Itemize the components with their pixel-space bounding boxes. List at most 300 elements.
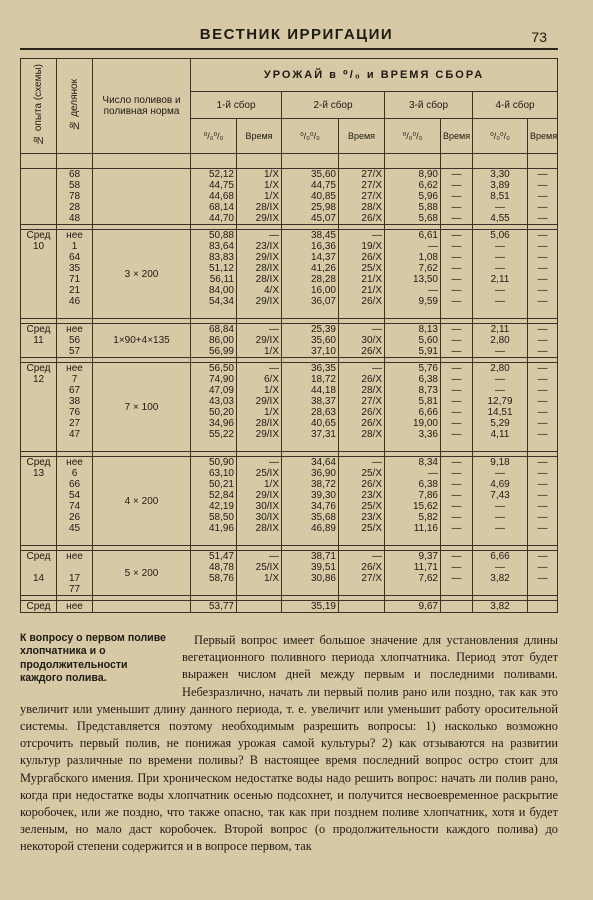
cell-value: — bbox=[372, 457, 382, 468]
harvest-3-time-cell bbox=[441, 324, 473, 358]
harvest-3-time-cell bbox=[441, 230, 473, 319]
table-row bbox=[21, 169, 558, 225]
cell-value: 28/IX bbox=[255, 523, 279, 534]
cell-value: 29/IX bbox=[255, 213, 279, 224]
cell-value bbox=[23, 512, 54, 523]
cell-value: 10 bbox=[32, 241, 45, 252]
cell-value: — bbox=[537, 407, 548, 418]
cell-value: 39,51 bbox=[310, 562, 336, 573]
cell-value bbox=[443, 584, 470, 595]
cell-value: 28/X bbox=[361, 429, 382, 440]
cell-value bbox=[284, 584, 336, 595]
cell-value bbox=[239, 584, 279, 595]
cell-value: 25/IX bbox=[255, 562, 279, 573]
cell-value: 2,11 bbox=[490, 324, 510, 335]
table-row bbox=[21, 601, 558, 613]
cell-value: 5,68 bbox=[418, 213, 438, 224]
cell-value: 21/X bbox=[361, 274, 382, 285]
yield-group-header: УРОЖАЙ в ⁰/₀ и ВРЕМЯ СБОРА bbox=[191, 59, 558, 92]
cell-value: 14,37 bbox=[310, 252, 336, 263]
harvest-3-percent-cell bbox=[385, 601, 441, 613]
cell-value: 47,09 bbox=[208, 385, 234, 396]
cell-value: — bbox=[428, 285, 438, 296]
cell-value: — bbox=[537, 374, 548, 385]
percent-header: ⁰/₀⁰/₀ bbox=[282, 119, 339, 154]
harvest-1-percent-cell bbox=[191, 551, 237, 596]
cell-value: 34,96 bbox=[208, 418, 234, 429]
cell-value: — bbox=[537, 490, 548, 501]
cell-value: 8,73 bbox=[418, 385, 438, 396]
cell-value: — bbox=[495, 241, 505, 252]
watering-cell: 3 × 200 bbox=[93, 230, 191, 319]
cell-value: 67 bbox=[68, 385, 81, 396]
cell-value: 52,84 bbox=[208, 490, 234, 501]
cell-value: 19/X bbox=[361, 241, 382, 252]
cell-value: 8,34 bbox=[418, 457, 438, 468]
cell-value bbox=[23, 307, 54, 318]
cell-value: 23/X bbox=[361, 490, 382, 501]
cell-value: — bbox=[372, 363, 382, 374]
cell-value: 26/X bbox=[361, 562, 382, 573]
cell-value: — bbox=[537, 296, 548, 307]
cell-value: — bbox=[451, 335, 462, 346]
page-number: 73 bbox=[531, 29, 547, 45]
harvest-3-time-cell bbox=[441, 169, 473, 225]
cell-value bbox=[530, 534, 555, 545]
harvest-2-header: 2-й сбор bbox=[282, 92, 385, 119]
cell-value: 68,14 bbox=[208, 202, 234, 213]
cell-value: — bbox=[495, 512, 505, 523]
cell-value: 46 bbox=[68, 296, 81, 307]
cell-value bbox=[23, 346, 54, 357]
cell-value bbox=[23, 285, 54, 296]
harvest-1-header: 1-й сбор bbox=[191, 92, 282, 119]
cell-value bbox=[387, 307, 438, 318]
cell-value: — bbox=[451, 429, 462, 440]
cell-value: — bbox=[495, 263, 505, 274]
cell-value: Сред bbox=[26, 457, 51, 468]
cell-value: нее bbox=[66, 230, 83, 241]
cell-value: нее bbox=[66, 551, 83, 562]
cell-value: — bbox=[451, 418, 462, 429]
cell-value: — bbox=[537, 562, 548, 573]
harvest-3-time-cell bbox=[441, 363, 473, 452]
cell-value bbox=[23, 584, 54, 595]
cell-value: 44,75 bbox=[310, 180, 336, 191]
header-rule bbox=[20, 48, 558, 50]
cell-value: 26/X bbox=[361, 407, 382, 418]
cell-value: 8,90 bbox=[418, 169, 438, 180]
cell-value bbox=[23, 407, 54, 418]
cell-value: 40,85 bbox=[310, 191, 336, 202]
cell-value: 30,86 bbox=[310, 573, 336, 584]
harvest-3-time-cell bbox=[441, 601, 473, 613]
cell-value: 1/X bbox=[263, 346, 279, 357]
cell-value: 26/X bbox=[361, 296, 382, 307]
watering-cell bbox=[93, 169, 191, 225]
cell-value: — bbox=[451, 285, 462, 296]
cell-value: 68,84 bbox=[208, 324, 234, 335]
cell-value: — bbox=[537, 429, 548, 440]
cell-value: — bbox=[537, 202, 548, 213]
cell-value: 77 bbox=[68, 584, 81, 595]
cell-value: 35 bbox=[68, 263, 81, 274]
cell-value: 11 bbox=[33, 335, 44, 346]
cell-value: — bbox=[428, 468, 438, 479]
cell-value: нее bbox=[66, 324, 83, 335]
cell-value: 25/X bbox=[361, 523, 382, 534]
percent-header: ⁰/₀⁰/₀ bbox=[385, 119, 441, 154]
cell-value bbox=[23, 396, 54, 407]
time-header: Время bbox=[339, 119, 385, 154]
table-row bbox=[21, 230, 558, 319]
cell-value: — bbox=[495, 252, 505, 263]
cell-value: 78 bbox=[68, 191, 81, 202]
cell-value: — bbox=[537, 241, 548, 252]
cell-value: 51,12 bbox=[208, 263, 234, 274]
experiment-header: № опыта (схемы) bbox=[21, 59, 57, 154]
cell-value: 50,20 bbox=[208, 407, 234, 418]
cell-value: — bbox=[537, 418, 548, 429]
plot-cell bbox=[57, 324, 93, 358]
cell-value: 52,12 bbox=[208, 169, 234, 180]
cell-value: 6,66 bbox=[490, 551, 510, 562]
cell-value: — bbox=[537, 468, 548, 479]
cell-value: — bbox=[451, 263, 462, 274]
cell-value: 25/X bbox=[361, 263, 382, 274]
cell-value: нее bbox=[66, 363, 83, 374]
cell-value: 27/X bbox=[361, 396, 382, 407]
cell-value bbox=[387, 440, 438, 451]
cell-value: — bbox=[537, 213, 548, 224]
harvest-2-percent-cell bbox=[282, 457, 339, 546]
cell-value: 9,37 bbox=[418, 551, 438, 562]
cell-value bbox=[23, 385, 54, 396]
cell-value: 21 bbox=[68, 285, 81, 296]
cell-value: — bbox=[451, 468, 462, 479]
cell-value bbox=[443, 307, 470, 318]
cell-value: 1/X bbox=[263, 169, 279, 180]
cell-value: 29/IX bbox=[255, 396, 279, 407]
cell-value: — bbox=[451, 523, 462, 534]
harvest-4-time-cell bbox=[528, 230, 558, 319]
journal-title: ВЕСТНИК ИРРИГАЦИИ bbox=[199, 26, 394, 43]
cell-value: 3,82 bbox=[490, 601, 510, 612]
cell-value: — bbox=[451, 396, 462, 407]
cell-value: 2,11 bbox=[490, 274, 510, 285]
cell-value: 36,90 bbox=[310, 468, 336, 479]
cell-value bbox=[387, 584, 438, 595]
time-header: Время bbox=[441, 119, 473, 154]
harvest-3-time-cell bbox=[441, 551, 473, 596]
cell-value: 28,28 bbox=[310, 274, 336, 285]
cell-value bbox=[239, 307, 279, 318]
cell-value: 39,30 bbox=[310, 490, 336, 501]
watering-cell: 4 × 200 bbox=[93, 457, 191, 546]
cell-value: — bbox=[537, 324, 548, 335]
cell-value: 26/X bbox=[361, 346, 382, 357]
cell-value: 1,08 bbox=[418, 252, 438, 263]
harvest-4-percent-cell bbox=[473, 363, 528, 452]
cell-value: 1 bbox=[71, 241, 78, 252]
cell-value: 5,82 bbox=[418, 512, 438, 523]
harvest-2-time-cell bbox=[339, 601, 385, 613]
cell-value: — bbox=[372, 551, 382, 562]
harvest-1-time-cell bbox=[237, 551, 282, 596]
cell-value: — bbox=[537, 252, 548, 263]
cell-value: 16,36 bbox=[310, 241, 336, 252]
cell-value: 45,07 bbox=[310, 213, 336, 224]
cell-value: 5,96 bbox=[418, 191, 438, 202]
cell-value: 38 bbox=[68, 396, 81, 407]
cell-value bbox=[23, 562, 54, 573]
cell-value: Сред bbox=[26, 601, 51, 612]
harvest-1-time-cell bbox=[237, 601, 282, 613]
harvest-2-time-cell bbox=[339, 230, 385, 319]
cell-value bbox=[284, 440, 336, 451]
cell-value: 23/IX bbox=[255, 241, 279, 252]
cell-value bbox=[341, 534, 382, 545]
cell-value: 18,72 bbox=[310, 374, 336, 385]
cell-value bbox=[59, 534, 90, 545]
harvest-2-percent-cell bbox=[282, 551, 339, 596]
harvest-3-percent-cell bbox=[385, 169, 441, 225]
harvest-4-header: 4-й сбор bbox=[473, 92, 558, 119]
cell-value: — bbox=[495, 468, 505, 479]
cell-value bbox=[23, 440, 54, 451]
cell-value: 83,64 bbox=[208, 241, 234, 252]
cell-value bbox=[193, 584, 234, 595]
cell-value: — bbox=[495, 285, 505, 296]
cell-value: 56,11 bbox=[209, 274, 234, 285]
harvest-1-time-cell bbox=[237, 363, 282, 452]
cell-value: 2,80 bbox=[490, 363, 510, 374]
cell-value: 42,19 bbox=[208, 501, 234, 512]
harvest-2-percent-cell bbox=[282, 363, 339, 452]
percent-header: ⁰/₀⁰/₀ bbox=[191, 119, 237, 154]
cell-value: 44,68 bbox=[208, 191, 234, 202]
experiment-cell bbox=[21, 551, 57, 596]
cell-value: 53,77 bbox=[208, 601, 234, 612]
cell-value bbox=[443, 534, 470, 545]
cell-value: — bbox=[495, 385, 505, 396]
cell-value: 9,59 bbox=[418, 296, 438, 307]
time-header: Время bbox=[237, 119, 282, 154]
cell-value: — bbox=[537, 169, 548, 180]
cell-value bbox=[443, 440, 470, 451]
cell-value bbox=[475, 534, 525, 545]
cell-value: — bbox=[451, 479, 462, 490]
harvest-4-percent-cell bbox=[473, 601, 528, 613]
time-header: Время bbox=[528, 119, 558, 154]
harvest-2-percent-cell bbox=[282, 324, 339, 358]
cell-value: 30/IX bbox=[255, 501, 279, 512]
cell-value: Сред bbox=[26, 363, 51, 374]
article-body bbox=[20, 632, 558, 856]
cell-value: Сред bbox=[26, 551, 51, 562]
cell-value: — bbox=[495, 374, 505, 385]
cell-value: 6,38 bbox=[418, 374, 438, 385]
harvest-4-time-cell bbox=[528, 457, 558, 546]
cell-value: 11,16 bbox=[413, 523, 438, 534]
cell-value: 5,81 bbox=[418, 396, 438, 407]
table-row bbox=[21, 324, 558, 358]
cell-value: 37,31 bbox=[310, 429, 336, 440]
cell-value: 8,13 bbox=[418, 324, 438, 335]
cell-value: 28/X bbox=[361, 385, 382, 396]
harvest-3-percent-cell bbox=[385, 324, 441, 358]
cell-value: 83,83 bbox=[208, 252, 234, 263]
cell-value bbox=[193, 307, 234, 318]
harvest-1-percent-cell bbox=[191, 363, 237, 452]
harvest-3-percent-cell bbox=[385, 363, 441, 452]
cell-value: 1/X bbox=[263, 479, 279, 490]
cell-value: — bbox=[537, 363, 548, 374]
cell-value: 4,11 bbox=[490, 429, 510, 440]
cell-value: Сред bbox=[26, 230, 51, 241]
cell-value: 3,30 bbox=[490, 169, 510, 180]
cell-value: 68 bbox=[68, 169, 81, 180]
watering-header: Число поливов и поливная норма bbox=[93, 59, 191, 154]
harvest-4-percent-cell bbox=[473, 551, 528, 596]
cell-value: 13 bbox=[32, 468, 45, 479]
cell-value bbox=[284, 534, 336, 545]
cell-value: 3,82 bbox=[490, 573, 510, 584]
cell-value bbox=[443, 601, 470, 612]
cell-value bbox=[341, 440, 382, 451]
cell-value: 30/IX bbox=[255, 512, 279, 523]
cell-value: 19,00 bbox=[412, 418, 438, 429]
cell-value: 4,55 bbox=[490, 213, 510, 224]
cell-value bbox=[23, 523, 54, 534]
cell-value: 48,78 bbox=[208, 562, 234, 573]
cell-value bbox=[341, 307, 382, 318]
cell-value: 58,50 bbox=[208, 512, 234, 523]
harvest-1-time-cell bbox=[237, 324, 282, 358]
cell-value: 34,76 bbox=[310, 501, 336, 512]
cell-value: 50,88 bbox=[208, 230, 234, 241]
cell-value: 4/X bbox=[263, 285, 279, 296]
cell-value: 6,62 bbox=[418, 180, 438, 191]
cell-value: 76 bbox=[68, 407, 81, 418]
cell-value bbox=[530, 584, 555, 595]
cell-value: — bbox=[537, 457, 548, 468]
cell-value: 58,76 bbox=[208, 573, 234, 584]
cell-value: 40,65 bbox=[310, 418, 336, 429]
cell-value: — bbox=[537, 180, 548, 191]
cell-value: 17 bbox=[68, 573, 81, 584]
cell-value: — bbox=[537, 346, 548, 357]
cell-value: 44,18 bbox=[310, 385, 336, 396]
cell-value: — bbox=[537, 263, 548, 274]
table-row bbox=[21, 457, 558, 546]
cell-value bbox=[475, 584, 525, 595]
cell-value: — bbox=[537, 501, 548, 512]
cell-value: 57 bbox=[68, 346, 81, 357]
cell-value: 1/X bbox=[263, 573, 279, 584]
cell-value: — bbox=[451, 346, 462, 357]
cell-value: 35,60 bbox=[310, 169, 336, 180]
harvest-2-time-cell bbox=[339, 363, 385, 452]
plot-cell bbox=[57, 601, 93, 613]
cell-value: — bbox=[451, 202, 462, 213]
cell-value: 26/X bbox=[361, 418, 382, 429]
harvest-4-time-cell bbox=[528, 601, 558, 613]
cell-value: 26/X bbox=[361, 213, 382, 224]
cell-value: 11,71 bbox=[413, 562, 438, 573]
cell-value: — bbox=[451, 457, 462, 468]
cell-value bbox=[23, 169, 54, 180]
cell-value bbox=[23, 429, 54, 440]
cell-value: — bbox=[451, 407, 462, 418]
plot-cell bbox=[57, 551, 93, 596]
harvest-1-time-cell bbox=[237, 169, 282, 225]
cell-value: 27/X bbox=[361, 573, 382, 584]
cell-value bbox=[23, 263, 54, 274]
cell-value: 25,39 bbox=[310, 324, 336, 335]
experiment-cell bbox=[21, 169, 57, 225]
cell-value: Сред bbox=[26, 324, 51, 335]
cell-value: — bbox=[537, 385, 548, 396]
cell-value: 25/X bbox=[361, 468, 382, 479]
cell-value: 6 bbox=[71, 468, 78, 479]
cell-value: — bbox=[451, 252, 462, 263]
watering-cell bbox=[93, 601, 191, 613]
cell-value: 66 bbox=[68, 479, 81, 490]
experiment-cell bbox=[21, 324, 57, 358]
harvest-1-percent-cell bbox=[191, 601, 237, 613]
cell-value: 27 bbox=[68, 418, 81, 429]
cell-value: 37,10 bbox=[310, 346, 336, 357]
cell-value bbox=[239, 534, 279, 545]
cell-value: — bbox=[451, 512, 462, 523]
cell-value: 51,47 bbox=[208, 551, 234, 562]
harvest-4-percent-cell bbox=[473, 169, 528, 225]
cell-value bbox=[23, 191, 54, 202]
cell-value: — bbox=[372, 324, 382, 335]
cell-value: — bbox=[451, 191, 462, 202]
cell-value: 5,76 bbox=[418, 363, 438, 374]
percent-header: ⁰/₀⁰/₀ bbox=[473, 119, 528, 154]
watering-cell: 1×90+4×135 bbox=[93, 324, 191, 358]
watering-cell: 7 × 100 bbox=[93, 363, 191, 452]
cell-value: — bbox=[269, 551, 279, 562]
cell-value: — bbox=[451, 213, 462, 224]
cell-value: 15,62 bbox=[412, 501, 438, 512]
cell-value: 64 bbox=[68, 252, 81, 263]
cell-value: 2,80 bbox=[490, 335, 510, 346]
cell-value: — bbox=[495, 501, 505, 512]
cell-value: — bbox=[537, 523, 548, 534]
cell-value bbox=[530, 307, 555, 318]
cell-value: 5,60 bbox=[418, 335, 438, 346]
cell-value: 3,89 bbox=[490, 180, 510, 191]
cell-value bbox=[239, 440, 279, 451]
harvest-1-percent-cell bbox=[191, 324, 237, 358]
harvest-4-time-cell bbox=[528, 324, 558, 358]
cell-value: 29/IX bbox=[255, 335, 279, 346]
cell-value: 7,86 bbox=[418, 490, 438, 501]
cell-value bbox=[23, 501, 54, 512]
cell-value bbox=[387, 534, 438, 545]
cell-value bbox=[23, 180, 54, 191]
cell-value: 41,26 bbox=[310, 263, 336, 274]
cell-value: 27/X bbox=[361, 180, 382, 191]
cell-value: — bbox=[537, 479, 548, 490]
cell-value: 25,98 bbox=[310, 202, 336, 213]
cell-value bbox=[59, 562, 90, 573]
experiment-cell bbox=[21, 457, 57, 546]
